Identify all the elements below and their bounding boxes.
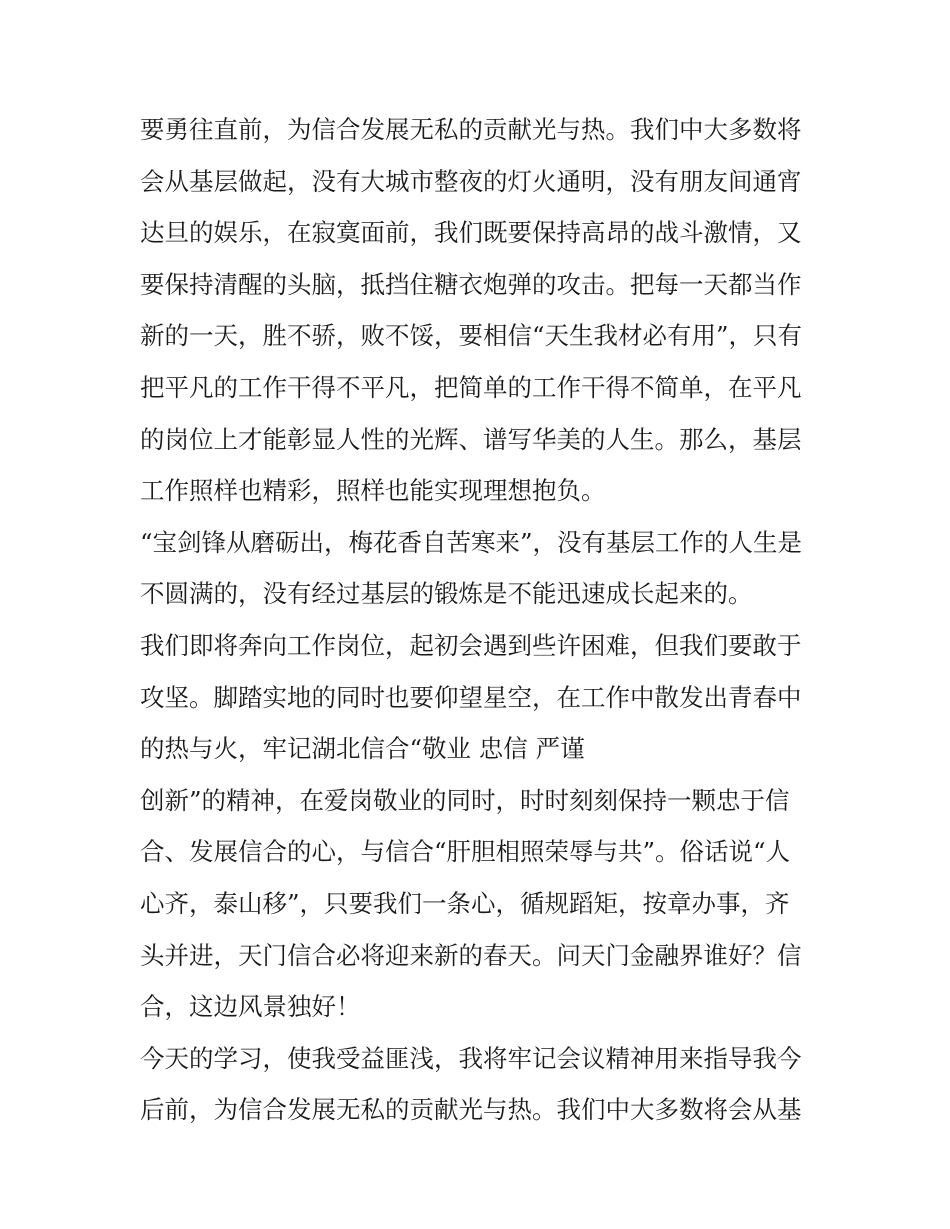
text-line: 我们即将奔向工作岗位，起初会遇到些许困难，但我们要敢于 (140, 630, 802, 660)
text-line: 的热与火，牢记湖北信合“敬业 忠信 严谨 (140, 734, 585, 764)
text-line: 会从基层做起，没有大城市整夜的灯火通明，没有朋友间通宵 (140, 166, 802, 196)
text-line: 头并进，天门信合必将迎来新的春天。问天门金融界谁好？信 (140, 940, 802, 970)
text-line: 要保持清醒的头脑，抵挡住糖衣炮弹的攻击。把每一天都当作 (140, 269, 802, 299)
text-line: 后前，为信合发展无私的贡献光与热。我们中大多数将会从基 (140, 1095, 802, 1125)
text-line: 今天的学习，使我受益匪浅，我将牢记会议精神用来指导我今 (140, 1043, 802, 1073)
text-line: 要勇往直前，为信合发展无私的贡献光与热。我们中大多数将 (140, 115, 802, 144)
text-line: 工作照样也精彩，照样也能实现理想抱负。 (140, 476, 606, 506)
document-body (140, 104, 820, 1136)
text-line: 合、发展信合的心，与信合“肝胆相照荣辱与共”。俗话说“人 (140, 837, 791, 867)
text-line: 把平凡的工作干得不平凡，把简单的工作干得不简单，在平凡 (140, 372, 802, 402)
text-line: 不圆满的，没有经过基层的锻炼是不能迅速成长起来的。 (140, 579, 753, 609)
text-line: 的岗位上才能彰显人性的光辉、谱写华美的人生。那么，基层 (140, 424, 802, 454)
text-line: 合，这边风景独好！ (140, 992, 361, 1022)
text-line: 达旦的娱乐，在寂寞面前，我们既要保持高昂的战斗激情，又 (140, 218, 802, 248)
text-line: 攻坚。脚踏实地的同时也要仰望星空，在工作中散发出青春中 (140, 682, 802, 712)
text-line: “宝剑锋从磨砺出，梅花香自苦寒来”，没有基层工作的人生是 (140, 527, 803, 557)
text-line: 心齐，泰山移”，只要我们一条心，循规蹈矩，按章办事，齐 (140, 888, 790, 918)
text-line: 新的一天，胜不骄，败不馁，要相信“天生我材必有用”，只有 (140, 321, 803, 351)
text-line: 创新”的精神，在爱岗敬业的同时，时时刻刻保持一颗忠于信 (140, 785, 790, 815)
